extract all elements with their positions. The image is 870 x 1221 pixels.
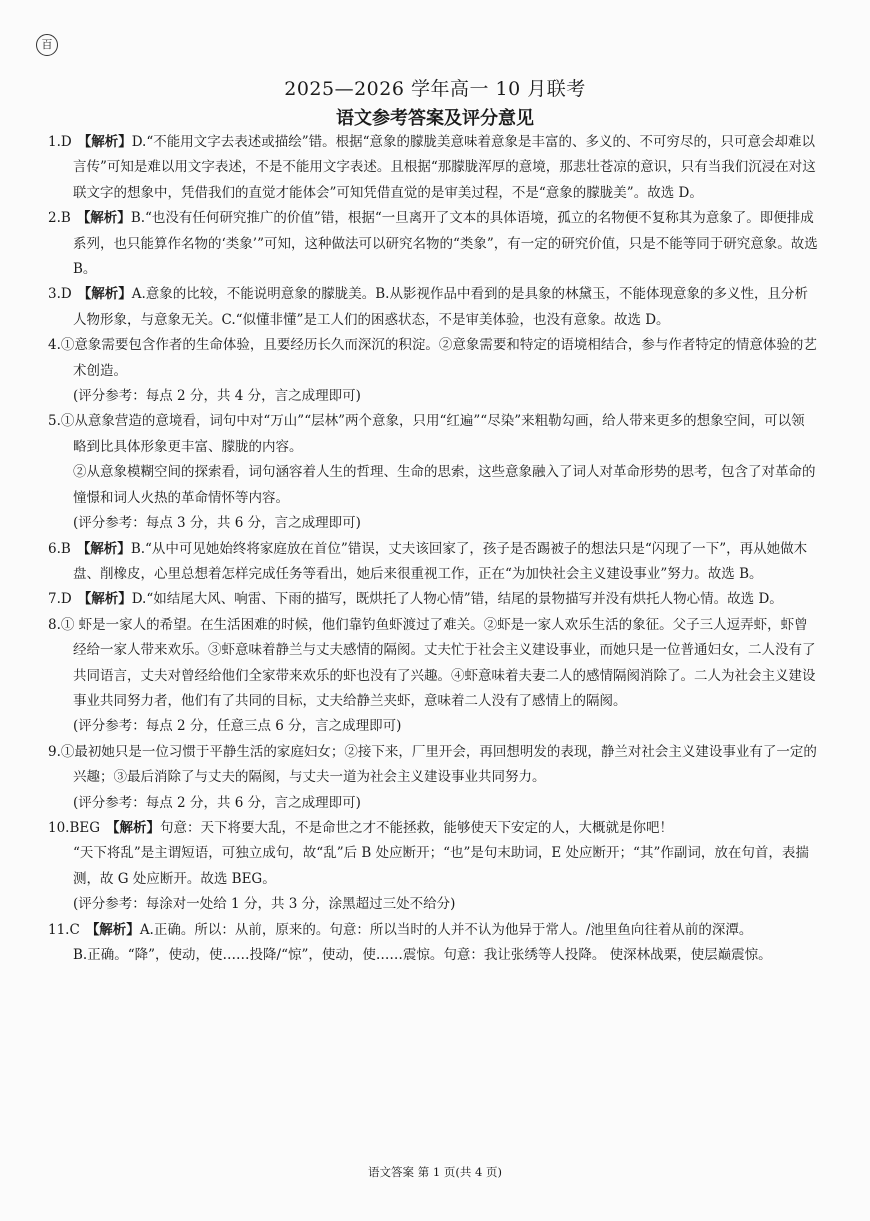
analysis-tag: 【解析】	[76, 540, 131, 557]
answer-item	[48, 206, 818, 282]
answer-text: ①从意象营造的意境看，词句中对“万山”“层林”两个意象，只用“红遍”“尽染”来粗勒勾画，给人带来更多的想象空间，可以领略到比具体形象更丰富、朦胧的内容。	[60, 413, 805, 455]
answer-item	[48, 740, 818, 791]
answer-text: ①意象需要包含作者的生命体验，且要经历长久而深沉的积淀。②意象需要和特定的语境相结合，参与作者特定的情意体验的艺术创造。	[60, 337, 817, 379]
answer-text: D.“如结尾大风、响雷、下雨的描写，既烘托了人物心情”错，结尾的景物描写并没有烘托人物心情。故选 D。	[131, 591, 783, 608]
answer-text: B.“从中可见她始终将家庭放在首位”错误，丈夫该回家了，孩子是否踢被子的想法只是“闪现了一下”，再从她做木盘、削橡皮，心里总想着怎样完成任务等看出，她后来很重视工作，正在“为加快社会主义建设事业”努力。故选 B。	[73, 540, 808, 582]
badge-icon: 百	[36, 34, 58, 56]
page-title: 2025—2026 学年高一 10 月联考	[284, 78, 586, 100]
answer-text: A.正确。所以：从前，原来的。句意：所以当时的人并不认为他异于常人。/池里鱼向往着从前的深潭。	[139, 921, 753, 938]
answer-list	[48, 130, 818, 968]
answer-paragraph	[48, 384, 818, 409]
answer-text: (评分参考：每点 3 分，共 6 分，言之成理即可)	[73, 515, 361, 532]
answer-item	[48, 918, 818, 943]
analysis-tag: 【解析】	[85, 921, 140, 938]
analysis-tag: 【解析】	[77, 591, 132, 608]
answer-text: ①最初她只是一位习惯于平静生活的家庭妇女；②接下来，厂里开会，再回想明发的表现，静兰对社会主义建设事业有了一定的兴趣；③最后消除了与丈夫的隔阂，与丈夫一道为社会主义建设事业共同努力。	[60, 743, 817, 786]
answer-number: 4.	[48, 337, 61, 354]
analysis-tag: 【解析】	[106, 819, 161, 836]
answer-text: ②从意象模糊空间的探索看，词句涵容着人生的哲理、生命的思索，这些意象融入了词人对革命形势的思考，包含了对革命的憧憬和词人火热的革命情怀等内容。	[73, 464, 816, 506]
answer-item	[48, 282, 818, 333]
answer-paragraph	[48, 943, 818, 968]
analysis-tag: 【解析】	[77, 286, 132, 303]
analysis-tag: 【解析】	[76, 210, 131, 227]
answer-text: B.正确。“降”，使动，使……投降/“惊”，使动，使……震惊。句意：我让张绣等人投降。 使深林战栗，使层巅震惊。	[73, 947, 772, 963]
answer-item	[48, 613, 818, 715]
answer-number: 5.	[48, 413, 61, 430]
answer-text: 句意：天下将要大乱，不是命世之才不能拯救，能够使天下安定的人，大概就是你吧！	[160, 819, 674, 836]
answer-number: 1.D	[48, 134, 72, 150]
answer-paragraph	[48, 841, 818, 892]
page-footer: 语文答案 第 1 页(共 4 页)	[368, 1165, 502, 1179]
answer-item	[48, 816, 818, 841]
answer-number: 3.D	[48, 286, 72, 303]
answer-item	[48, 333, 818, 384]
answer-item	[48, 537, 818, 588]
answer-number: 8.	[48, 616, 61, 633]
answer-text: B.“也没有任何研究推广的价值”错，根据“一旦离开了文本的具体语境，孤立的名物便不复称其为意象了。即便排成系列，也只能算作名物的‘类象’”可知，这种做法可以研究名物的“类象”，有一定的研究价值，只是不能等同于研究意象。故选 B。	[73, 210, 818, 278]
answer-number: 11.C	[48, 921, 80, 938]
answer-item	[48, 587, 818, 612]
page-subtitle: 语文参考答案及评分意见	[336, 108, 534, 129]
answer-text: (评分参考：每涂对一处给 1 分，共 3 分，涂黑超过三处不给分)	[73, 896, 456, 913]
answer-number: 9.	[48, 743, 61, 760]
answer-text: “天下将乱”是主谓短语，可独立成句，故“乱”后 B 处应断开；“也”是句末助词，E 处应断开；“其”作副词，放在句首，表揣测，故 G 处应断开。故选 BEG。	[73, 845, 809, 887]
answer-paragraph	[48, 791, 818, 816]
answer-number: 6.B	[48, 540, 71, 557]
answer-item	[48, 409, 818, 460]
answer-number: 2.B	[48, 210, 71, 227]
answer-item	[48, 130, 818, 206]
answer-number: 7.D	[48, 591, 72, 608]
answer-number: 10.BEG	[48, 819, 101, 836]
analysis-tag: 【解析】	[77, 134, 132, 150]
answer-paragraph	[48, 714, 818, 739]
answer-text: D.“不能用文字去表述或描绘”错。根据“意象的朦胧美意味着意象是丰富的、多义的、不可穷尽的，只可意会却难以言传”可知是难以用文字表述，不是不能用文字表述。且根据“那朦胧浑厚的意境，那悲壮苍凉的意识，只有当我们沉浸在对这联文字的想象中，凭借我们的直觉才能体会”可知凭借直觉的是审美过程，不是“意象的朦胧美”。故选 D。	[73, 134, 816, 201]
answer-text: (评分参考：每点 2 分，共 4 分，言之成理即可)	[73, 388, 361, 405]
answer-text: ① 虾是一家人的希望。在生活困难的时候，他们靠钓鱼虾渡过了难关。②虾是一家人欢乐生活的象征。父子三人逗弄虾，虾曾经给一家人带来欢乐。③虾意味着静兰与丈夫感情的隔阂。丈夫忙于社会主义建设事业，而她只是一位普通妇女，二人没有了共同语言，丈夫对曾经给他们全家带来欢乐的虾也没有了兴趣。④虾意味着夫妻二人的感情隔阂消除了。二人为社会主义建设事业共同努力者，他们有了共同的目标，丈夫给静兰夹虾，意味着二人没有了感情上的隔阂。	[60, 616, 816, 709]
answer-text: (评分参考：每点 2 分，共 6 分，言之成理即可)	[73, 794, 361, 811]
answer-paragraph	[48, 460, 818, 511]
answer-text: A.意象的比较，不能说明意象的朦胧美。B.从影视作品中看到的是具象的林黛玉，不能体现意象的多义性，且分析人物形象，与意象无关。C.“似懂非懂”是工人们的困惑状态，不是审美体验，也没有意象。故选 D。	[73, 286, 808, 328]
answer-paragraph	[48, 511, 818, 536]
answer-paragraph	[48, 892, 818, 917]
answer-text: (评分参考：每点 2 分，任意三点 6 分，言之成理即可)	[73, 718, 402, 735]
